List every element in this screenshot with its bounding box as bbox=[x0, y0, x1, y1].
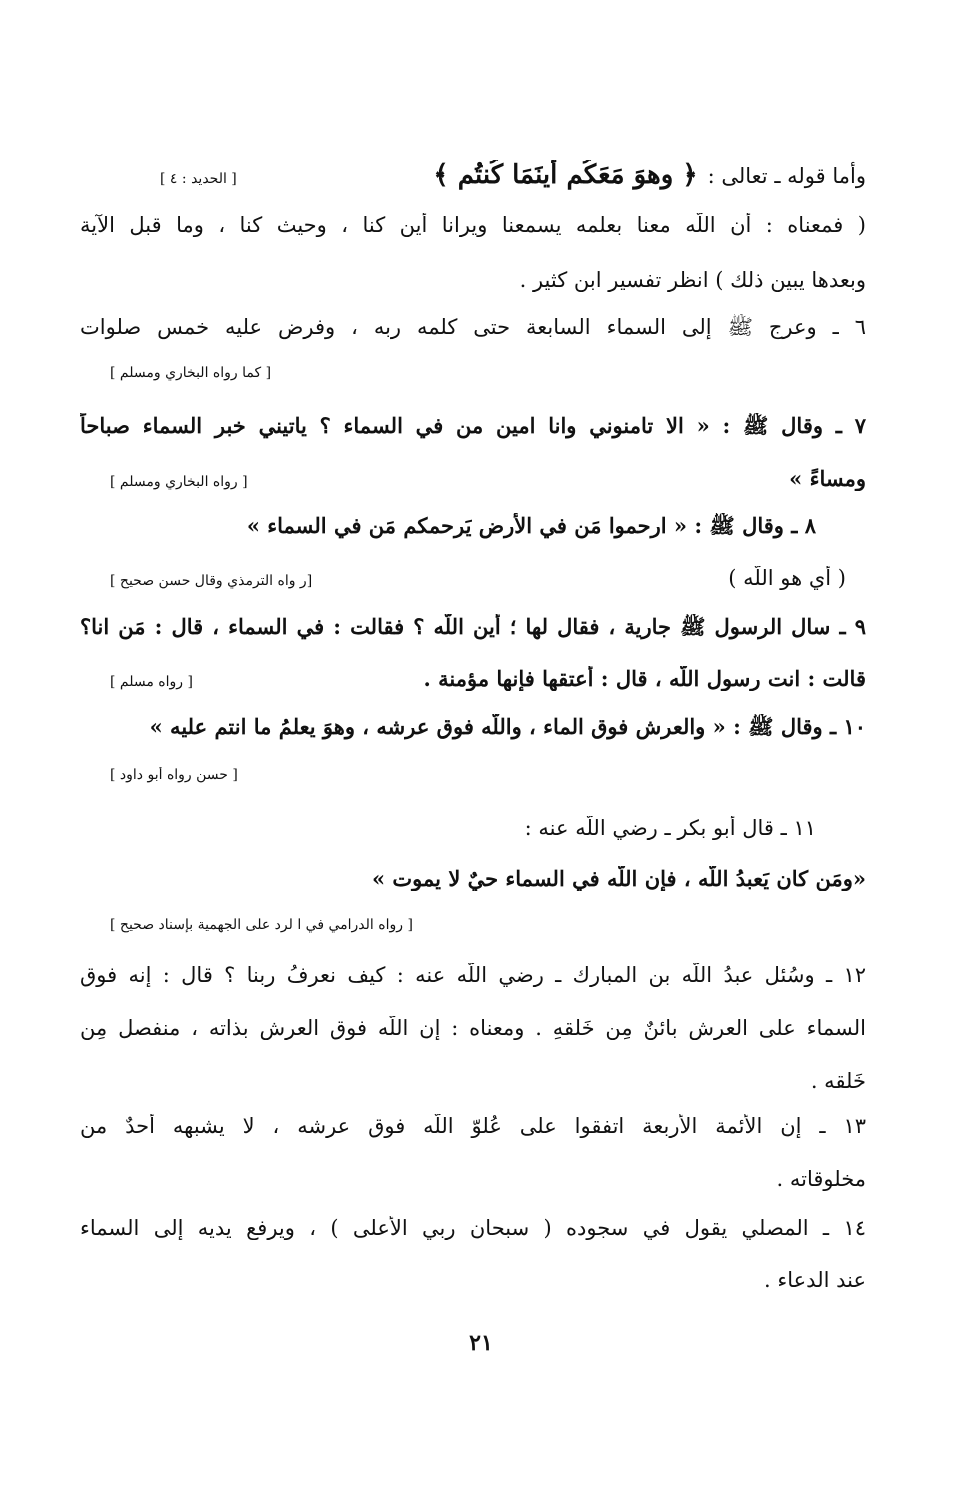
hadith-reference: [ر واه الترمذي وقال حسن صحيح ] bbox=[110, 573, 313, 589]
text-content: ومساءً » bbox=[789, 466, 866, 491]
item-12: ١٢ ـ وسُئل عبدُ اللّه بن المبارك ـ رضي اللّه عنه : كيف نعرفُ ربنا ؟ قال : إنه فوق bbox=[80, 963, 866, 987]
text-content: ١١ ـ قال أبو بكر ـ رضي اللّه عنه : bbox=[524, 816, 816, 840]
item-10 bbox=[80, 714, 866, 745]
text-content: ١٠ ـ وقال ﷺ : « والعرش فوق الماء ، واللّه فوق عرشه ، وهوَ يعلمُ ما انتم عليه » bbox=[149, 714, 866, 739]
quote-line bbox=[80, 866, 866, 891]
text-content: ٨ ـ وقال ﷺ : « ارحموا مَن في الأرض يَرحمكم مَن في السماء » bbox=[246, 513, 816, 538]
text-content: ( أي هو اللّه ) bbox=[728, 566, 846, 590]
verse-line bbox=[80, 160, 866, 190]
text-line: ( فمعناه : أن اللّه معنا بعلمه يسمعنا ويرانا أين كنا ، وحيث كنا ، وما قبل الآية bbox=[80, 213, 866, 237]
text-content: خَلقه . bbox=[810, 1069, 866, 1093]
item-7: ٧ ـ وقال ﷺ : « الا تامنوني وانا امين من في السماء ؟ ياتيني خبر السماء صباحاً bbox=[80, 413, 866, 438]
text-content: عند الدعاء . bbox=[764, 1268, 866, 1292]
reference-line bbox=[80, 365, 866, 381]
text-content: «ومَن كان يَعبدُ اللّه ، فإن اللّه في السماء حيٌ لا يموت » bbox=[371, 866, 866, 891]
hadith-reference: [ رواه مسلم ] bbox=[110, 674, 193, 690]
item-9: ٩ ـ سال الرسول ﷺ جارية ، فقال لها ؛ أين اللّه ؟ فقالت : في السماء ، قال : مَن انا؟ bbox=[80, 614, 866, 639]
hadith-reference: [ رواه الدرامي في ا لرد على الجهمية بإسناد صحيح ] bbox=[110, 917, 413, 933]
text-line bbox=[80, 1167, 866, 1191]
reference-line bbox=[80, 917, 866, 933]
text-content: مخلوقاته . bbox=[776, 1167, 866, 1191]
hadith-reference: [ رواه البخاري ومسلم ] bbox=[110, 474, 248, 490]
item-13: ١٣ ـ إن الأئمة الأربعة اتفقوا على عُلوّ اللّه فوق عرشه ، لا يشبهه أحدٌ من bbox=[80, 1114, 866, 1138]
item-8 bbox=[80, 513, 866, 544]
verse-reference: [ الحديد : ٤ ] bbox=[160, 171, 237, 187]
text-line: السماء على العرش بائنٌ مِن خَلقهِ . ومعناه : إن اللّه فوق العرش بذاته ، منفصل مِن bbox=[80, 1016, 866, 1040]
item-14: ١٤ ـ المصلي يقول في سجوده ( سبحان ربي الأعلى ) ، ويرفع يديه إلى السماء bbox=[80, 1216, 866, 1240]
text-line bbox=[80, 1069, 866, 1093]
page-number: ٢١ bbox=[469, 1330, 493, 1356]
reference-line bbox=[80, 767, 866, 783]
text-line bbox=[80, 268, 866, 292]
text-line bbox=[80, 666, 866, 691]
text-content: قالت : انت رسول اللّه ، قال : أعتقها فإنها مؤمنة . bbox=[423, 666, 866, 691]
item-11 bbox=[80, 816, 866, 840]
text-line bbox=[80, 466, 866, 491]
item-6: ٦ ـ وعرج ﷺ إلى السماء السابعة حتى كلمه ربه ، وفرض عليه خمس صلوات bbox=[80, 315, 866, 339]
hadith-reference: [ حسن رواه أبو داود ] bbox=[110, 767, 238, 783]
text-line bbox=[80, 1268, 866, 1292]
text-content: وبعدها يبين ذلك ) انظر تفسير ابن كثير . bbox=[519, 268, 866, 292]
verse-intro: وأما قوله ـ تعالى : bbox=[707, 164, 866, 188]
quran-verse: ﴿ وهوَ مَعَكُم أينَمَا كُنتُم ﴾ bbox=[433, 160, 698, 190]
text-line bbox=[80, 566, 866, 590]
hadith-reference: [ كما رواه البخاري ومسلم ] bbox=[110, 365, 272, 381]
